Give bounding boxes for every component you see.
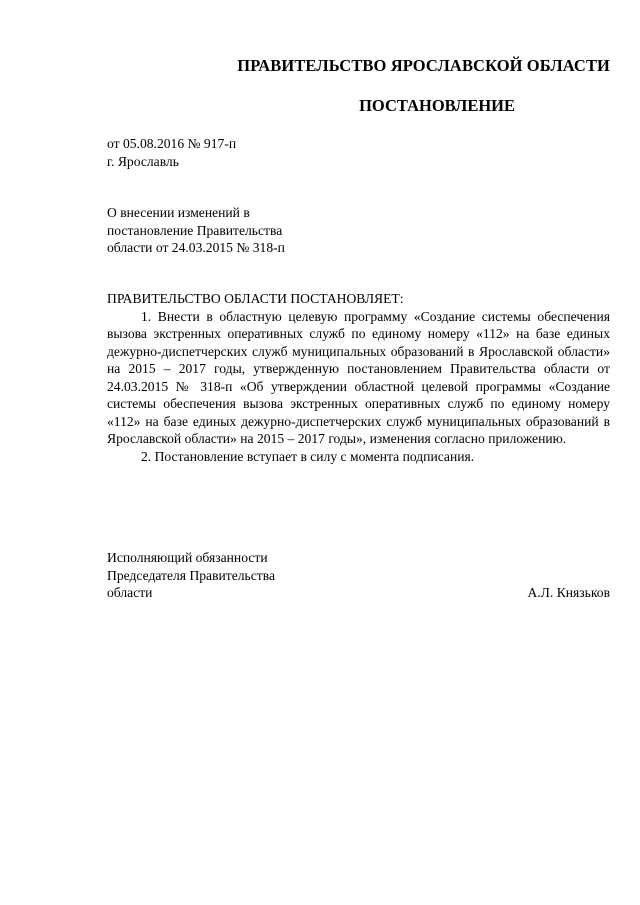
signatory-title-line: Исполняющий обязанности [107,550,268,565]
resolution-lead: ПРАВИТЕЛЬСТВО ОБЛАСТИ ПОСТАНОВЛЯЕТ: [107,291,404,306]
document-body [107,290,610,465]
subject-line: постановление Правительства [107,222,283,238]
signature-block [107,549,610,602]
signature-row [107,584,610,602]
subject-line: О внесении изменений в [107,205,250,220]
organization-title: ПРАВИТЕЛЬСТВО ЯРОСЛАВСКОЙ ОБЛАСТИ [237,56,610,75]
date-number: от 05.08.2016 № 917-п [107,136,237,151]
resolution-item-1: 1. Внести в областную целевую программу «Создание системы обеспечения вызова экстренных оперативных служб по единому номеру «112» на базе единых дежурно-диспетчерских служб муниципальных образований в Ярославской области» на 2015 – 2017 годы, утвержденную постановлением Правительства области от 24.03.2015 № 318-п «Об утверждении областной целевой программы «Создание системы обеспечения вызова экстренных оперативных служб по единому номеру «112» на базе единых дежурно-диспетчерских служб муниципальных образований в Ярославской области» на 2015 – 2017 годы», изменения согласно приложению. [107,308,610,446]
signatory-name: А.Л. Князьков [527,585,610,600]
document-type-title: ПОСТАНОВЛЕНИЕ [359,96,515,115]
document-meta [107,135,236,170]
signatory-title-line: области [107,585,153,600]
document-subject [107,204,285,257]
signatory-title-line: Председателя Правительства [107,567,275,583]
subject-line: области от 24.03.2015 № 318-п [107,240,285,255]
city: г. Ярославль [107,153,179,169]
resolution-item-2: 2. Постановление вступает в силу с момента подписания. [141,448,475,464]
